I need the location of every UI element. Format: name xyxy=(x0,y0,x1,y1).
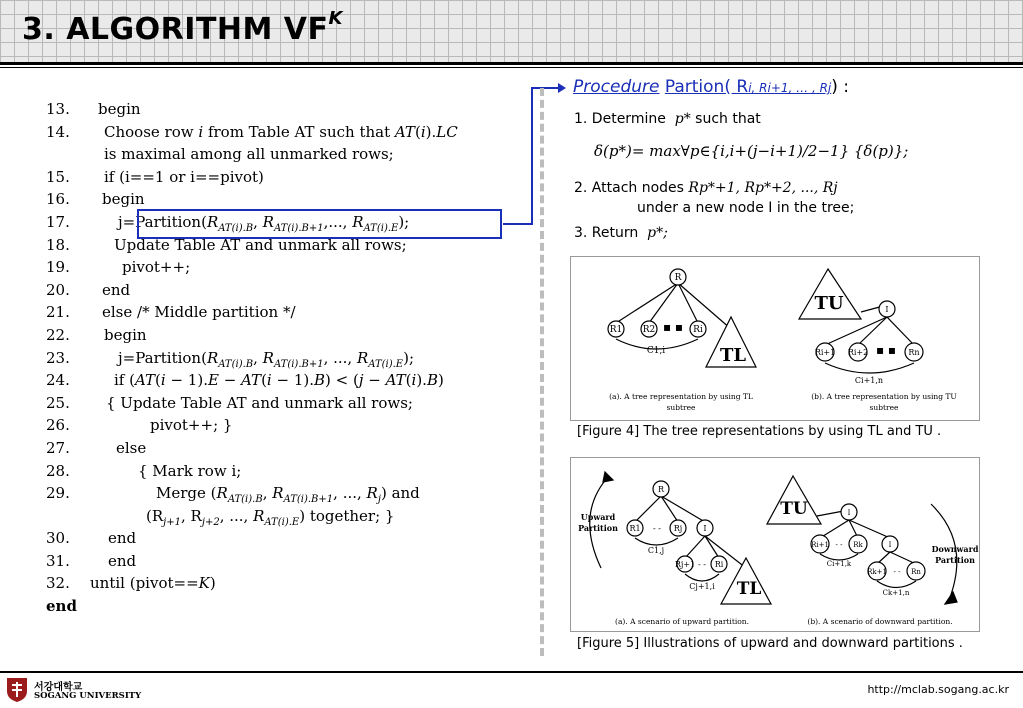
svg-text:I: I xyxy=(847,509,851,517)
svg-text:(a). A scenario of upward part: (a). A scenario of upward partition. xyxy=(615,617,749,626)
column-divider xyxy=(540,88,544,656)
algo-line-28: 28. { Mark row i; xyxy=(46,461,242,480)
svg-text:TL: TL xyxy=(736,579,762,599)
procedure-title: Procedure Partion( Ri, Ri+1, … , Rj) : xyxy=(573,77,850,97)
algo-line-23: 23. $j=Partition(R_{AT(i).B}$, $R_{AT(i).B+1}$, ..., $R_{AT(i).E}$); xyxy=(46,348,415,370)
shield-icon xyxy=(6,677,28,703)
svg-text:I: I xyxy=(703,524,707,533)
figure-5-caption: [Figure 5] Illustrations of upward and downward partitions . xyxy=(577,636,963,651)
svg-text:Partition: Partition xyxy=(578,523,618,533)
svg-text:TU: TU xyxy=(780,499,808,519)
svg-text:Ri: Ri xyxy=(714,560,724,569)
svg-text:Ri+2: Ri+2 xyxy=(847,348,869,357)
svg-text:Partition: Partition xyxy=(935,555,975,565)
algo-line-19: 19. pivot++; xyxy=(46,258,191,277)
svg-text:C1,i: C1,i xyxy=(646,346,666,356)
svg-text:▪ ▪: ▪ ▪ xyxy=(875,343,897,357)
algo-line-17: 17. $j=Partition(R_{AT(i).B}$, $R_{AT(i).B+1}$,..., $R_{AT(i).E}$); xyxy=(46,212,410,234)
algo-line-29b: ($R_{j+1}$, $R_{j+2}$, ..., $R_{AT(i).E}$) together; } xyxy=(146,506,395,528)
svg-text:(a). A tree representation by: (a). A tree representation by using TL xyxy=(609,392,753,401)
figure-5 xyxy=(570,457,980,632)
svg-text:▪ ▪: ▪ ▪ xyxy=(662,320,684,334)
algo-line-25: 25. { Update Table AT and unmark all rows; xyxy=(46,393,413,412)
svg-text:Rk: Rk xyxy=(853,541,863,549)
algo-line-13: 13. begin xyxy=(46,100,141,118)
algo-line-27: 27. else xyxy=(46,438,147,457)
svg-text:- -: - - xyxy=(698,560,706,569)
svg-text:(b). A scenario of downward pa: (b). A scenario of downward partition. xyxy=(807,617,953,626)
svg-text:Rn: Rn xyxy=(908,348,920,357)
svg-text:subtree: subtree xyxy=(869,403,899,412)
algo-line-20: 20. end xyxy=(46,280,131,299)
svg-text:Ri+1: Ri+1 xyxy=(811,541,829,549)
algo-line-14b: is maximal among all unmarked rows; xyxy=(104,145,394,164)
algo-line-24: 24. if (AT(i − 1).E − AT(i − 1).B) < (j − AT(i).B) xyxy=(46,371,444,390)
svg-text:Upward: Upward xyxy=(580,512,616,522)
algo-line-29: 29. Merge ($R_{AT(i).B}$, $R_{AT(i).B+1}$, ..., $R_j$) and xyxy=(46,484,420,506)
svg-text:I: I xyxy=(885,305,889,314)
algo-line-21: 21. else /* Middle partition */ xyxy=(46,303,296,322)
svg-text:Ri+1: Ri+1 xyxy=(814,348,836,357)
algo-line-30: 30. end xyxy=(46,529,137,548)
svg-text:Cj+1,i: Cj+1,i xyxy=(689,582,715,591)
footer-rule xyxy=(0,671,1023,673)
svg-text:- -: - - xyxy=(893,568,901,576)
algo-line-16: 16. begin xyxy=(46,190,145,209)
svg-text:Downward: Downward xyxy=(931,544,979,554)
svg-text:subtree: subtree xyxy=(666,403,696,412)
slide-title: 3. ALGORITHM $VF^K$ xyxy=(22,8,343,47)
procedure-step-2-cont: under a new node I in the tree; xyxy=(637,200,855,216)
svg-text:- -: - - xyxy=(653,524,661,533)
svg-text:Ck+1,n: Ck+1,n xyxy=(882,589,910,597)
algo-line-32: 32. until (pivot==K) xyxy=(46,574,216,593)
svg-text:Ci+1,n: Ci+1,n xyxy=(854,376,884,385)
svg-text:C1,j: C1,j xyxy=(647,546,665,555)
logo-korean: 서강대학교 xyxy=(34,682,83,693)
svg-text:TL: TL xyxy=(719,345,747,366)
svg-text:Rj+1: Rj+1 xyxy=(674,560,696,569)
svg-text:Rk+1: Rk+1 xyxy=(867,568,887,576)
algo-line-14: 14. Choose row i from Table AT such that AT(i).LC xyxy=(46,122,458,141)
procedure-step-2: 2. Attach nodes Rp*+1, Rp*+2, ..., Rj xyxy=(574,180,838,196)
svg-text:I: I xyxy=(888,541,892,549)
algo-line-end: end xyxy=(46,597,77,616)
svg-text:R2: R2 xyxy=(642,325,656,335)
figure-5-diagram xyxy=(571,458,981,633)
svg-text:- -: - - xyxy=(835,541,843,549)
algo-line-22: 22. begin xyxy=(46,325,147,344)
university-logo xyxy=(6,676,142,704)
svg-text:TU: TU xyxy=(814,293,844,314)
svg-text:Ci+1,k: Ci+1,k xyxy=(826,560,852,568)
figure-4 xyxy=(570,256,980,421)
procedure-step-3: 3. Return p*; xyxy=(574,225,668,241)
svg-text:Rj: Rj xyxy=(673,524,683,533)
procedure-step-1: 1. Determine p* such that xyxy=(574,111,761,127)
algo-line-18: 18. Update Table AT and unmark all rows; xyxy=(46,235,407,254)
figure-4-diagram xyxy=(571,257,981,422)
footer-url[interactable]: http://mclab.sogang.ac.kr xyxy=(867,683,1009,696)
svg-text:Rn: Rn xyxy=(911,568,921,576)
algo-line-31: 31. end xyxy=(46,551,137,570)
svg-text:R1: R1 xyxy=(609,325,623,335)
svg-text:R: R xyxy=(657,485,665,494)
algo-line-26: 26. pivot++; } xyxy=(46,416,233,435)
logo-english: SOGANG UNIVERSITY xyxy=(34,691,142,701)
svg-text:(b). A tree representation by: (b). A tree representation by using TU xyxy=(811,392,957,401)
figure-4-caption: [Figure 4] The tree representations by using TL and TU . xyxy=(577,424,942,439)
svg-text:R: R xyxy=(674,273,682,283)
procedure-formula: δ(p*)= max∀p∈{i,i+(j−i+1)/2−1} {δ(p)}; xyxy=(594,142,909,160)
algo-line-15: 15. if (i==1 or i==pivot) xyxy=(46,167,264,186)
svg-text:R1: R1 xyxy=(629,524,641,533)
svg-text:Ri: Ri xyxy=(693,325,703,335)
